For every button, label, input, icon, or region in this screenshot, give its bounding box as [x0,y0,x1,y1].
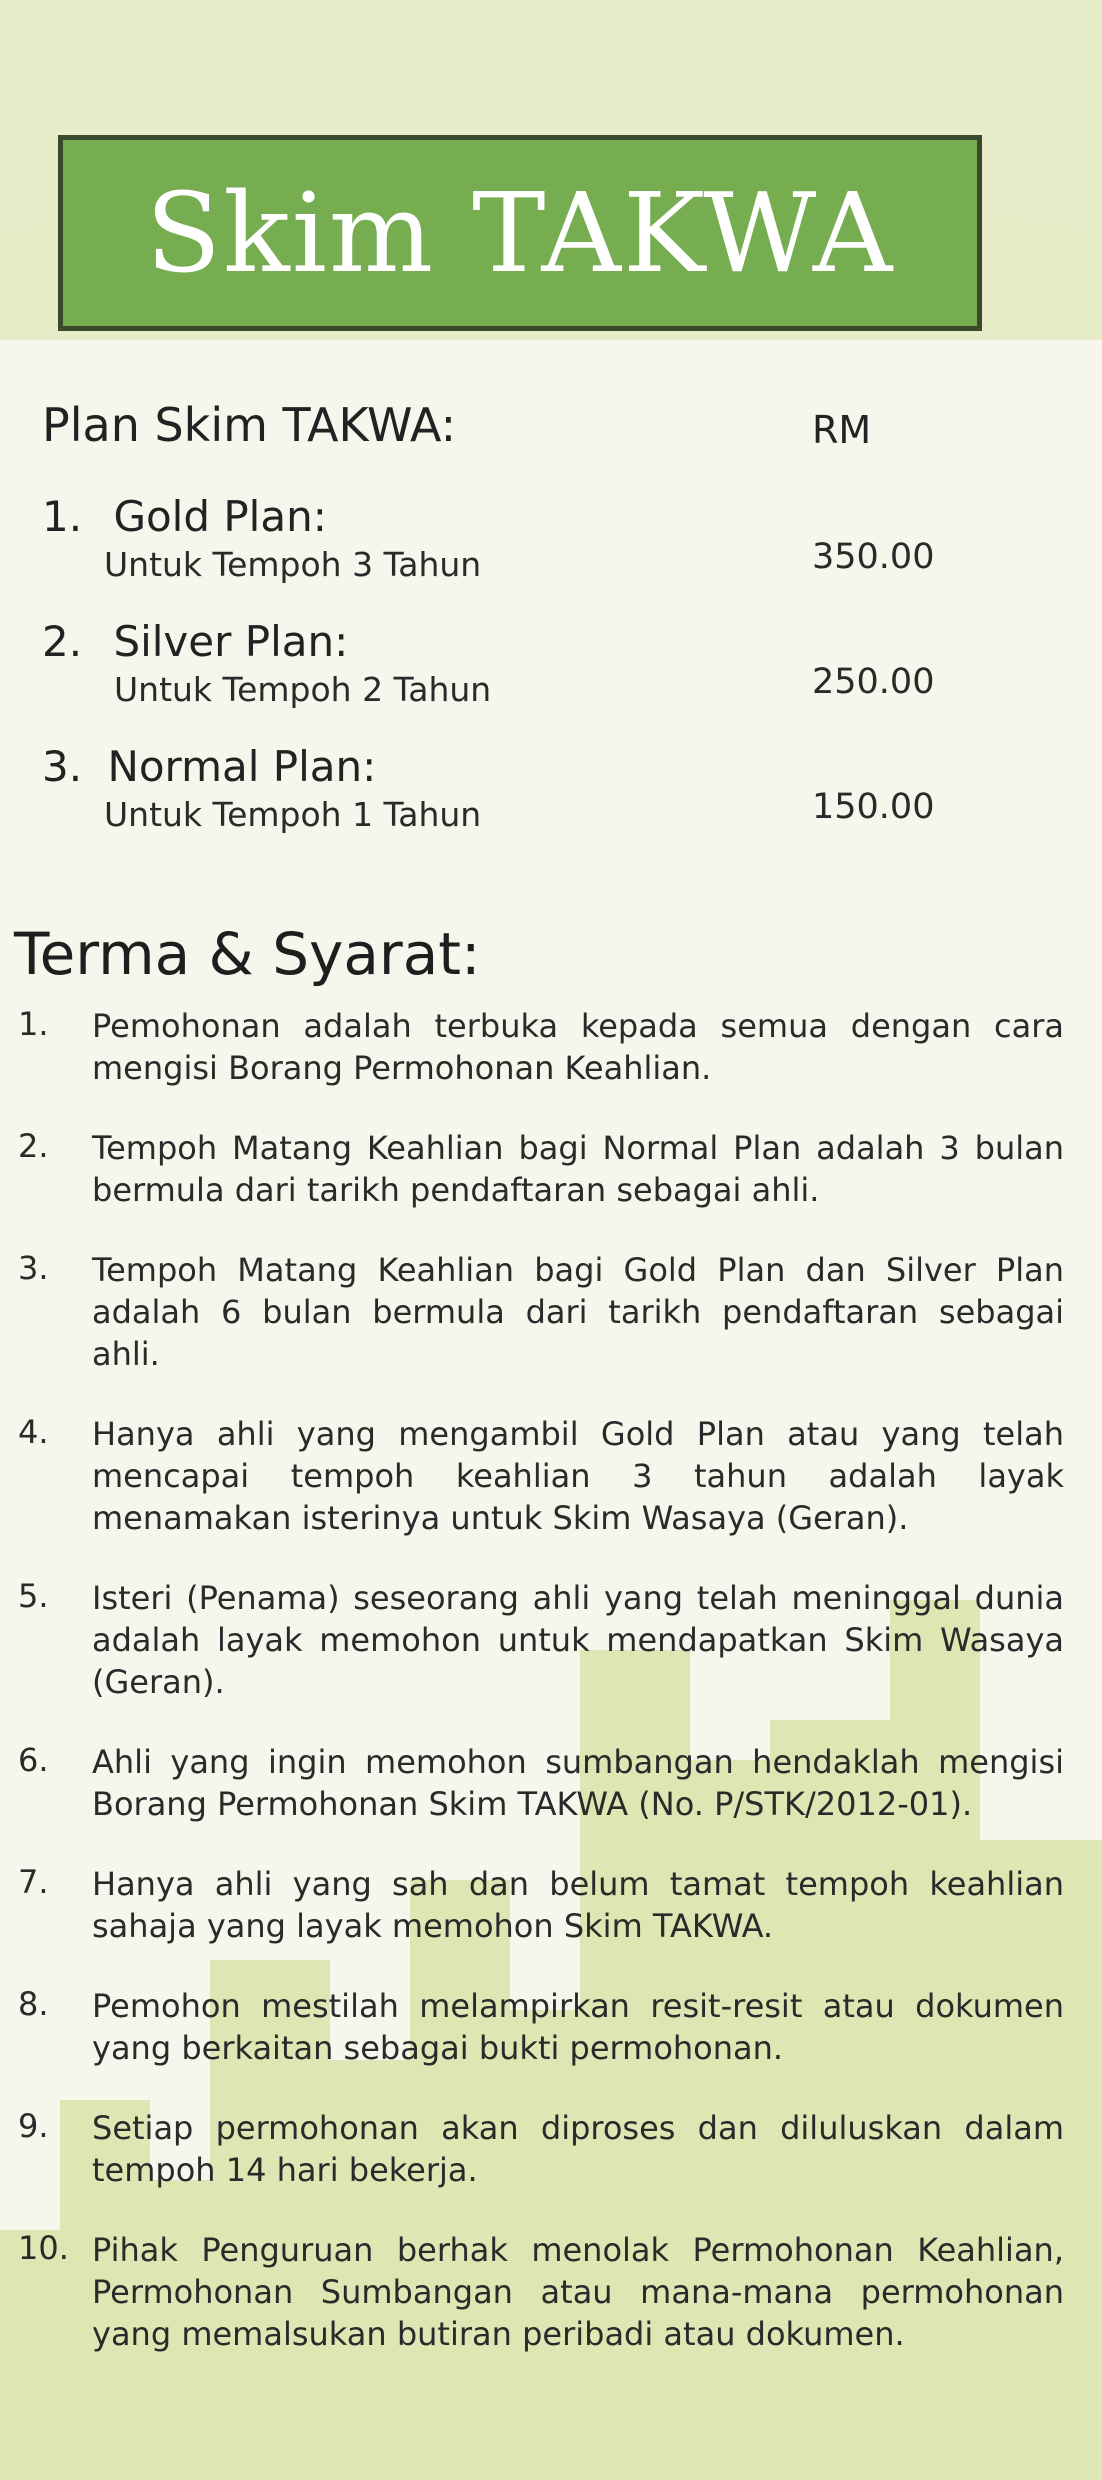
term-number: 10. [18,2229,69,2267]
term-number: 8. [18,1985,49,2023]
terms-heading: Terma & Syarat: [14,920,481,988]
term-text: Setiap permohonan akan diproses dan diluluskan dalam tempoh 14 hari bekerja. [92,2109,1064,2189]
plan-normal [42,742,1042,834]
title-banner [58,135,982,331]
term-number: 9. [18,2107,49,2145]
term-text: Isteri (Penama) seseorang ahli yang telah meninggal dunia adalah layak memohon untuk mendapatkan Skim Wasaya (Geran). [92,1579,1064,1701]
list-item [14,2229,1064,2355]
plan-number: 1. [42,492,83,541]
term-text: Hanya ahli yang mengambil Gold Plan atau yang telah mencapai tempoh keahlian 3 tahun adalah layak menamakan isterinya untuk Skim Wasaya (Geran). [92,1415,1064,1537]
list-item [14,2107,1064,2191]
plan-gold [42,492,1042,584]
list-item [14,1413,1064,1539]
plan-name: Silver Plan: [113,617,349,666]
term-number: 2. [18,1127,49,1165]
plan-price: 250.00 [812,662,935,702]
plan-duration: Untuk Tempoh 3 Tahun [104,545,482,584]
term-text: Tempoh Matang Keahlian bagi Gold Plan dan Silver Plan adalah 6 bulan bermula dari tarikh pendaftaran sebagai ahli. [92,1251,1064,1373]
plan-duration: Untuk Tempoh 2 Tahun [114,670,492,709]
term-number: 6. [18,1741,49,1779]
list-item [14,1863,1064,1947]
term-number: 1. [18,1005,49,1043]
term-text: Ahli yang ingin memohon sumbangan hendaklah mengisi Borang Permohonan Skim TAKWA (No. P/STK/2012-01). [92,1743,1064,1823]
list-item [14,1005,1064,1089]
term-number: 3. [18,1249,49,1287]
plan-duration: Untuk Tempoh 1 Tahun [104,795,482,834]
plan-price: 150.00 [812,787,935,827]
plan-silver [42,617,1042,709]
term-text: Pemohonan adalah terbuka kepada semua dengan cara mengisi Borang Permohonan Keahlian. [92,1007,1064,1087]
plan-name: Normal Plan: [107,742,377,791]
plan-price: 350.00 [812,537,935,577]
term-number: 5. [18,1577,49,1615]
list-item [14,1249,1064,1375]
term-text: Pihak Penguruan berhak menolak Permohonan Keahlian, Permohonan Sumbangan atau mana-mana permohonan yang memalsukan butiran peribadi atau dokumen. [92,2231,1064,2353]
term-text: Hanya ahli yang sah dan belum tamat tempoh keahlian sahaja yang layak memohon Skim TAKWA. [92,1865,1064,1945]
currency-heading: RM [812,408,872,452]
list-item [14,1127,1064,1211]
term-text: Pemohon mestilah melampirkan resit-resit atau dokumen yang berkaitan sebagai bukti permohonan. [92,1987,1064,2067]
list-item [14,1741,1064,1825]
page-title: Skim TAKWA [145,169,895,297]
plan-number: 2. [42,617,83,666]
plan-number: 3. [42,742,83,791]
plan-name: Gold Plan: [113,492,327,541]
term-number: 7. [18,1863,49,1901]
list-item [14,1985,1064,2069]
term-number: 4. [18,1413,49,1451]
list-item [14,1577,1064,1703]
plans-heading: Plan Skim TAKWA: [42,398,457,452]
term-text: Tempoh Matang Keahlian bagi Normal Plan adalah 3 bulan bermula dari tarikh pendaftaran sebagai ahli. [92,1129,1064,1209]
terms-list [14,1005,1064,2393]
